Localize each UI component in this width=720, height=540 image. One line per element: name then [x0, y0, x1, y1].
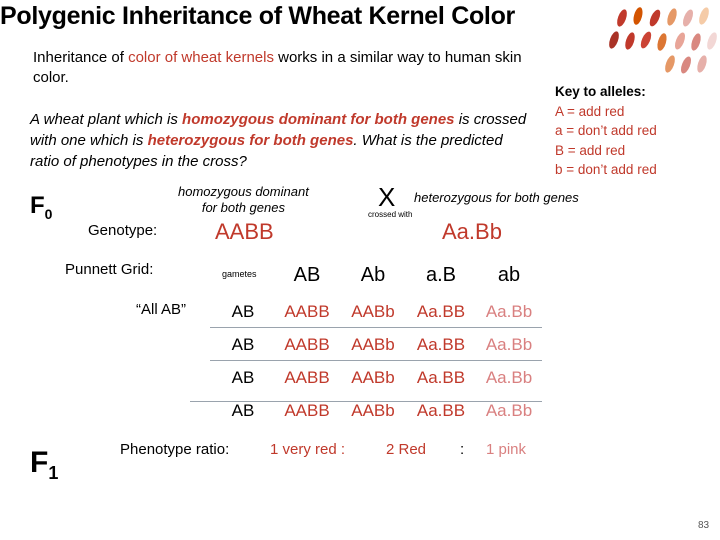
question-text	[30, 109, 535, 172]
intro-part: Inheritance of	[33, 49, 129, 66]
allele-key	[555, 82, 657, 180]
grid-cell: Aa.Bb	[485, 401, 533, 420]
grid-cell: Aa.BB	[416, 335, 466, 354]
grid-cell: AABB	[284, 368, 330, 387]
right-parent-desc: heterozygous for both genes	[414, 190, 579, 205]
grid-cell: AABb	[351, 368, 395, 387]
left-gamete-label: “All AB”	[136, 301, 187, 318]
grid-cell: AABB	[284, 335, 330, 354]
f1-subscript: 1	[48, 463, 59, 483]
key-title: Key to alleles:	[555, 84, 646, 99]
key-item: B = add red	[555, 142, 626, 158]
grid-cell: Aa.BB	[416, 302, 466, 321]
f1-letter: F	[30, 446, 49, 479]
f1-label	[30, 446, 58, 484]
question-part: . What is the predicted ratio of phenotypes in the cross?	[30, 132, 503, 170]
grid-cell: AABb	[351, 302, 395, 321]
f0-letter: F	[30, 192, 45, 219]
question-highlight: homozygous dominant for both genes	[182, 111, 455, 128]
intro-part: works in a similar way to human skin color.	[33, 49, 522, 86]
slide-title: Polygenic Inheritance of Wheat Kernel Color	[0, 2, 515, 30]
grid-cell: Aa.Bb	[485, 335, 533, 354]
grid-cell: Aa.Bb	[485, 302, 533, 321]
key-item: A = add red	[555, 103, 625, 119]
page-number: 83	[698, 520, 710, 531]
key-item: a = don’t add red	[555, 123, 657, 138]
genotype-label: Genotype:	[88, 222, 158, 239]
gamete-header: a.B	[425, 264, 457, 286]
grid-cell: Aa.BB	[416, 401, 466, 420]
gamete-header: ab	[497, 264, 521, 286]
left-desc-line: for both genes	[201, 200, 285, 215]
row-gamete: AB	[231, 368, 255, 387]
question-part: is crossed with one which is	[30, 111, 527, 149]
cross-symbol: X	[378, 182, 396, 212]
phenotype-very-red: 1 very red :	[270, 441, 346, 458]
grid-cell: AABb	[351, 401, 395, 420]
question-highlight: heterozygous for both genes	[147, 132, 354, 149]
intro-highlight: color of wheat kernels	[128, 49, 274, 66]
right-parent-genotype: Aa.Bb	[442, 219, 502, 244]
grid-line	[210, 360, 542, 361]
gametes-label: gametes	[222, 269, 257, 279]
gamete-header: Ab	[360, 264, 386, 286]
crossed-with-label: crossed with	[368, 210, 413, 219]
phenotype-separator: :	[460, 441, 465, 458]
grid-cell: AABB	[284, 302, 330, 321]
left-desc-line: homozygous dominant	[178, 184, 309, 199]
punnett-label: Punnett Grid:	[65, 261, 154, 278]
f0-label	[30, 192, 52, 222]
grid-cell: AABB	[284, 401, 330, 420]
row-gamete: AB	[231, 335, 255, 354]
left-parent-desc	[178, 184, 309, 216]
phenotype-red: 2 Red	[386, 441, 427, 458]
grid-cell: Aa.Bb	[485, 368, 533, 387]
key-item: b = don’t add red	[555, 162, 657, 177]
grid-cell: Aa.BB	[416, 368, 466, 387]
row-gamete: AB	[231, 302, 255, 321]
f0-subscript: 0	[44, 205, 53, 222]
wheat-kernels-image	[600, 6, 720, 76]
question-part: A wheat plant which is	[30, 111, 183, 128]
intro-text	[33, 48, 553, 88]
gamete-header: AB	[293, 264, 321, 286]
phenotype-ratio-label: Phenotype ratio:	[120, 441, 230, 458]
grid-cell: AABb	[351, 335, 395, 354]
grid-line	[210, 327, 542, 328]
left-parent-genotype: AABB	[215, 219, 274, 244]
phenotype-pink: 1 pink	[486, 441, 527, 458]
row-gamete: AB	[231, 401, 255, 420]
